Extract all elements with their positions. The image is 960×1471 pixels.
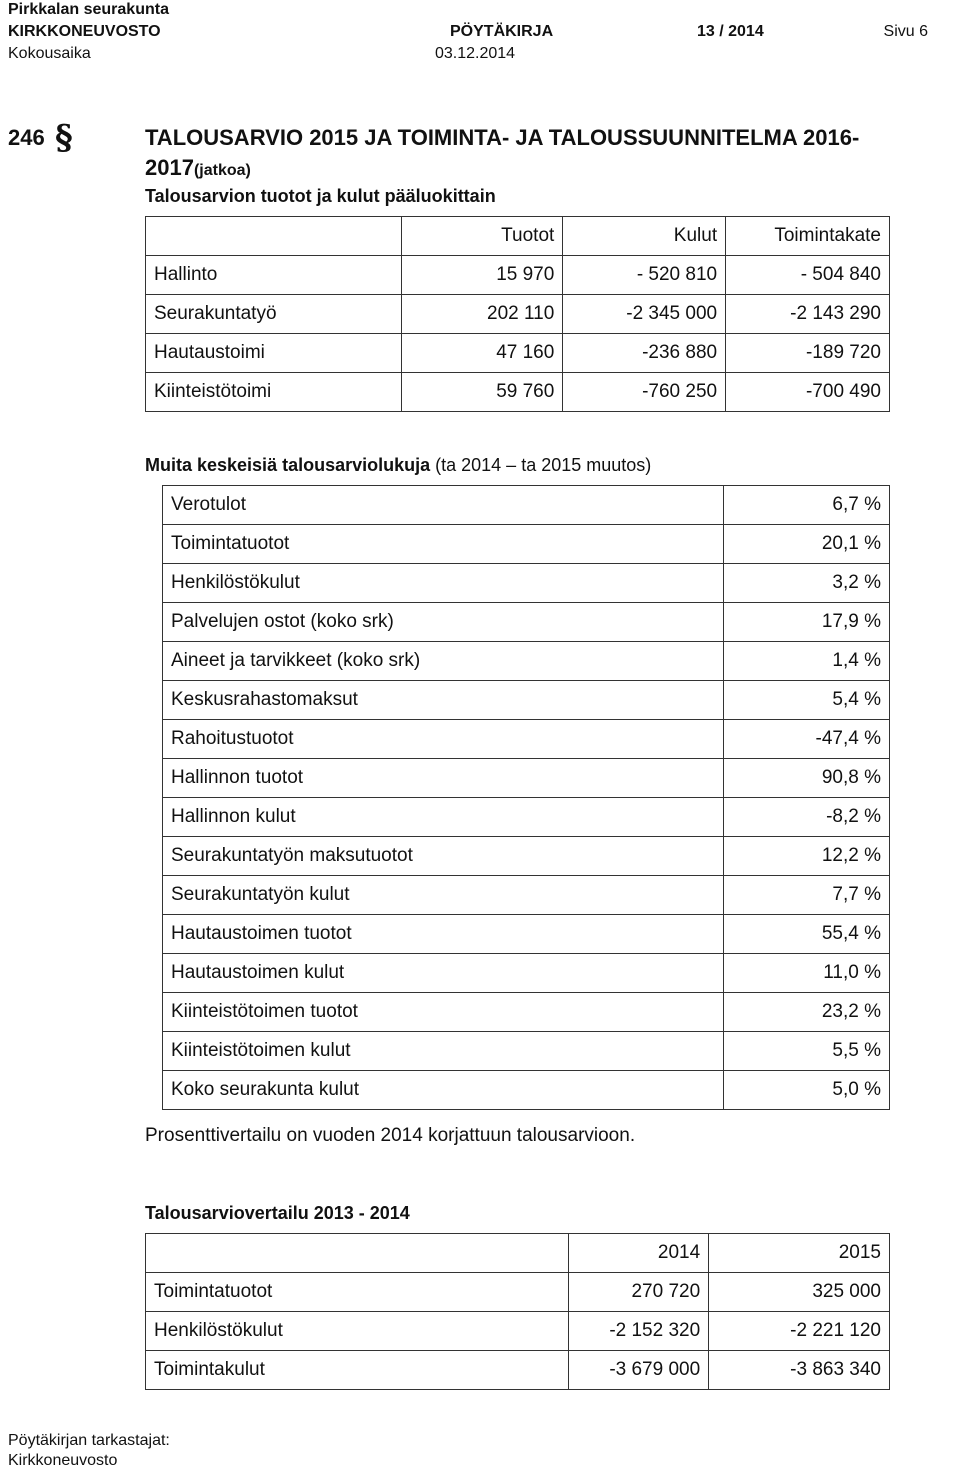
main-table-cell: 59 760 [401, 373, 563, 412]
key-figure-row [163, 642, 890, 681]
comparison-cell: -3 679 000 [569, 1351, 709, 1390]
comparison-cell: -2 152 320 [569, 1312, 709, 1351]
key-figure-value: 12,2 % [724, 837, 890, 876]
key-figure-value: 6,7 % [724, 486, 890, 525]
key-figure-value: 55,4 % [724, 915, 890, 954]
key-figure-value: 20,1 % [724, 525, 890, 564]
key-figure-label: Hallinnon tuotot [163, 759, 724, 798]
key-figure-value: 17,9 % [724, 603, 890, 642]
key-figure-value: 5,4 % [724, 681, 890, 720]
key-figure-value: 3,2 % [724, 564, 890, 603]
key-figure-label: Kiinteistötoimen tuotot [163, 993, 724, 1032]
main-table-cell: - 520 810 [563, 256, 726, 295]
key-figure-label: Aineet ja tarvikkeet (koko srk) [163, 642, 724, 681]
main-table-cell: Hallinto [146, 256, 402, 295]
key-figure-row [163, 486, 890, 525]
comparison-cell: Toimintakulut [146, 1351, 569, 1390]
key-figure-value: 7,7 % [724, 876, 890, 915]
main-table-cell: Seurakuntatyö [146, 295, 402, 334]
main-table-cell: 47 160 [401, 334, 563, 373]
key-figure-row [163, 876, 890, 915]
section-title-line2 [145, 155, 251, 181]
key-figure-label: Henkilöstökulut [163, 564, 724, 603]
key-figure-row [163, 915, 890, 954]
key-figure-label: Koko seurakunta kulut [163, 1071, 724, 1110]
key-figures-heading [145, 455, 651, 476]
key-figure-row [163, 603, 890, 642]
key-figure-value: 5,0 % [724, 1071, 890, 1110]
key-figure-label: Seurakuntatyön maksutuotot [163, 837, 724, 876]
comparison-table [145, 1233, 890, 1390]
key-figure-row [163, 954, 890, 993]
comparison-row [146, 1273, 890, 1312]
key-figure-value: 1,4 % [724, 642, 890, 681]
comparison-heading: Talousarviovertailu 2013 - 2014 [145, 1203, 410, 1223]
main-category-table [145, 216, 890, 412]
main-table-row [146, 256, 890, 295]
key-figures-heading-bold: Muita keskeisiä talousarviolukuja [145, 455, 431, 475]
main-header-cell: Tuotot [401, 217, 563, 256]
key-figure-row [163, 1071, 890, 1110]
key-figure-label: Hallinnon kulut [163, 798, 724, 837]
key-figure-value: 11,0 % [724, 954, 890, 993]
main-table-cell: -760 250 [563, 373, 726, 412]
key-figure-value: 5,5 % [724, 1032, 890, 1071]
section-title-year: 2017 [145, 155, 194, 180]
key-figure-label: Seurakuntatyön kulut [163, 876, 724, 915]
key-figure-value: -8,2 % [724, 798, 890, 837]
main-table-cell: -2 345 000 [563, 295, 726, 334]
key-figures-table [162, 485, 890, 1110]
key-figure-value: 90,8 % [724, 759, 890, 798]
key-figure-value: -47,4 % [724, 720, 890, 759]
comparison-header-cell: 2014 [569, 1234, 709, 1273]
main-table-row [146, 334, 890, 373]
footer-reviewers: Pöytäkirjan tarkastajat: [8, 1432, 170, 1449]
key-figure-row [163, 720, 890, 759]
main-table-cell: - 504 840 [726, 256, 890, 295]
key-figure-row [163, 837, 890, 876]
main-header-cell [146, 217, 402, 256]
key-figure-row [163, 525, 890, 564]
key-figure-value: 23,2 % [724, 993, 890, 1032]
main-table-cell: 202 110 [401, 295, 563, 334]
page-number: Sivu 6 [883, 23, 928, 40]
main-table-cell: Kiinteistötoimi [146, 373, 402, 412]
section-number: 246 [8, 125, 45, 150]
key-figure-label: Verotulot [163, 486, 724, 525]
board-name: KIRKKONEUVOSTO [8, 23, 161, 40]
section-title-line1: TALOUSARVIO 2015 JA TOIMINTA- JA TALOUSSUUNNITELMA 2016- [145, 125, 860, 150]
key-figures-heading-normal: (ta 2014 – ta 2015 muutos) [430, 455, 652, 475]
comparison-row [146, 1351, 890, 1390]
main-header-row [146, 217, 890, 256]
section-subtitle: Talousarvion tuotot ja kulut pääluokittain [145, 186, 496, 206]
main-table-cell: Hautaustoimi [146, 334, 402, 373]
comparison-cell: 325 000 [709, 1273, 890, 1312]
comparison-cell: Toimintatuotot [146, 1273, 569, 1312]
key-figure-label: Toimintatuotot [163, 525, 724, 564]
key-figure-label: Hautaustoimen tuotot [163, 915, 724, 954]
main-header-cell: Toimintakate [726, 217, 890, 256]
main-table-cell: -236 880 [563, 334, 726, 373]
key-figure-row [163, 1032, 890, 1071]
key-figure-row [163, 759, 890, 798]
comparison-cell: Henkilöstökulut [146, 1312, 569, 1351]
organization-name: Pirkkalan seurakunta [8, 1, 169, 18]
key-figure-label: Hautaustoimen kulut [163, 954, 724, 993]
comparison-cell: 270 720 [569, 1273, 709, 1312]
key-figure-row [163, 681, 890, 720]
footer-board: Kirkkoneuvosto [8, 1452, 118, 1469]
main-table-row [146, 373, 890, 412]
main-table-cell: 15 970 [401, 256, 563, 295]
main-table-row [146, 295, 890, 334]
key-figure-label: Palvelujen ostot (koko srk) [163, 603, 724, 642]
main-header-cell: Kulut [563, 217, 726, 256]
key-figure-label: Rahoitustuotot [163, 720, 724, 759]
section-continuation: (jatkoa) [193, 162, 251, 179]
key-figure-row [163, 564, 890, 603]
key-figure-label: Kiinteistötoimen kulut [163, 1032, 724, 1071]
key-figure-row [163, 798, 890, 837]
key-figure-row [163, 993, 890, 1032]
key-figure-label: Keskusrahastomaksut [163, 681, 724, 720]
comparison-cell: -3 863 340 [709, 1351, 890, 1390]
main-table-cell: -2 143 290 [726, 295, 890, 334]
comparison-note: Prosenttivertailu on vuoden 2014 korjattuun talousarvioon. [145, 1125, 636, 1146]
section-symbol: § [55, 118, 73, 158]
session-label: Kokousaika [8, 45, 91, 62]
comparison-row [146, 1312, 890, 1351]
comparison-cell: -2 221 120 [709, 1312, 890, 1351]
comparison-header-cell [146, 1234, 569, 1273]
main-table-cell: -189 720 [726, 334, 890, 373]
session-date: 03.12.2014 [435, 45, 516, 62]
comparison-header-row [146, 1234, 890, 1273]
meeting-number: 13 / 2014 [697, 23, 764, 40]
document-type: PÖYTÄKIRJA [450, 23, 554, 40]
main-table-cell: -700 490 [726, 373, 890, 412]
comparison-header-cell: 2015 [709, 1234, 890, 1273]
